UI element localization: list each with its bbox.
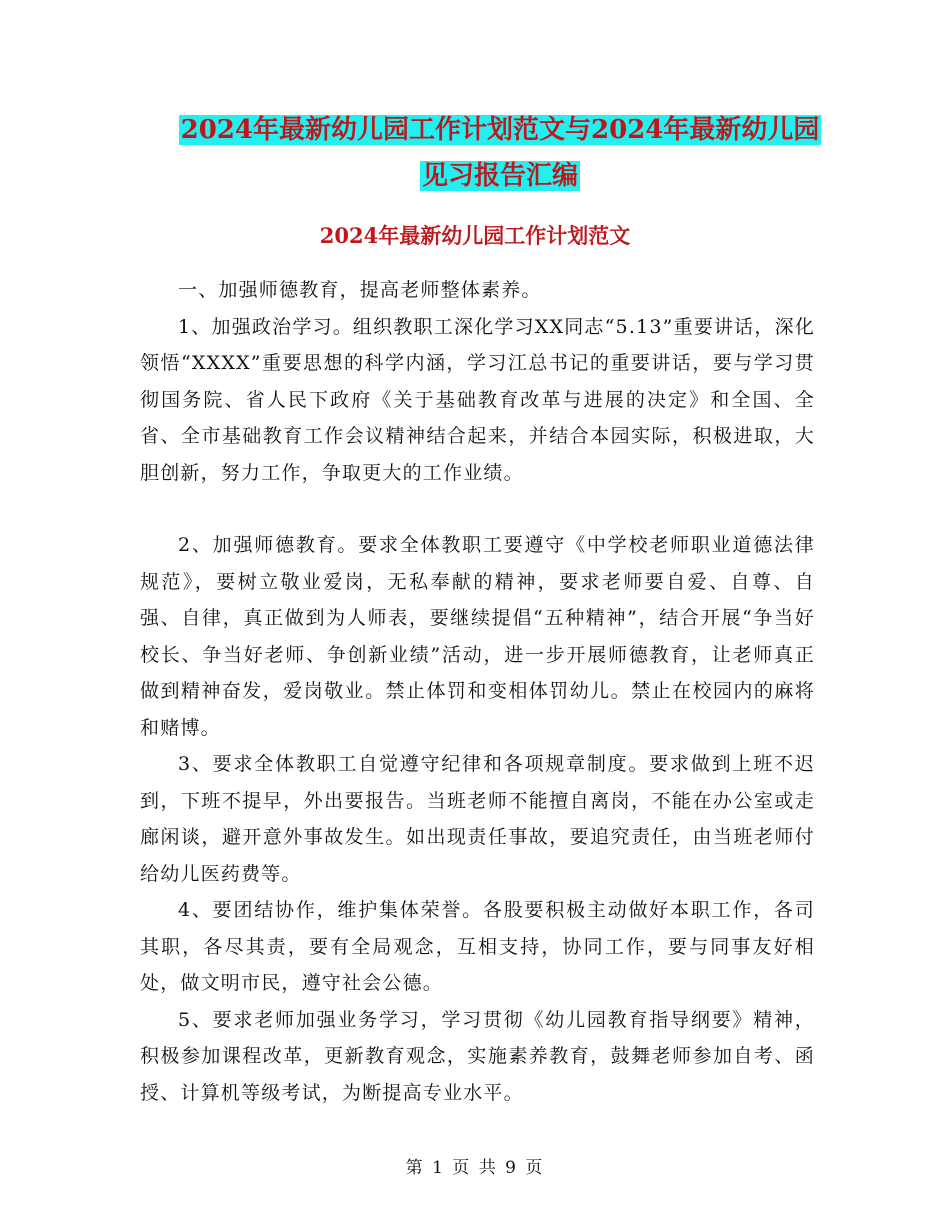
paragraph-4: 3、要求全体教职工自觉遵守纪律和各项规章制度。要求做到上班不迟到，下班不提早，外出要报告。当班老师不能擅自离岗，不能在办公室或走廊闲谈，避开意外事故发生。如出现责任事故，要追究责任，由当班老师付给幼儿医药费等。 — [140, 753, 815, 885]
document-title — [110, 107, 890, 199]
paragraph-6: 5、要求老师加强业务学习，学习贯彻《幼儿园教育指导纲要》精神，积极参加课程改革，更新教育观念，实施素养教育，鼓舞老师参加自考、函授、计算机等级考试，为断提高专业水平。 — [140, 1008, 815, 1104]
paragraph-3: 2、加强师德教育。要求全体教职工要遵守《中学校老师职业道德法律规范》，要树立敬业爱岗，无私奉献的精神，要求老师要自爱、自尊、自强、自律，真正做到为人师表，要继续提倡“五种精神”，结合开展“争当好校长、争当好老师、争创新业绩”活动，进一步开展师德教育，让老师真正做到精神奋发，爱岗敬业。禁止体罚和变相体罚幼儿。禁止在校园内的麻将和赌博。 — [140, 534, 815, 739]
paragraph-2: 1、加强政治学习。组织教职工深化学习XX同志“5.13”重要讲话，深化领悟“XXXX”重要思想的科学内涵，学习江总书记的重要讲话，要与学习贯彻国务院、省人民下政府《关于基础教育改革与进展的决定》和全国、全省、全市基础教育工作会议精神结合起来，并结合本园实际，积极进取，大胆创新，努力工作，争取更大的工作业绩。 — [140, 315, 815, 484]
paragraph-1: 一、加强师德教育，提高老师整体素养。 — [178, 279, 542, 301]
title-line-1: 2024年最新幼儿园工作计划范文与2024年最新幼儿园 — [180, 115, 820, 145]
title-line-2: 见习报告汇编 — [421, 161, 578, 191]
paragraph-5: 4、要团结协作，维护集体荣誉。各股要积极主动做好本职工作，各司其职，各尽其责，要有全局观念，互相支持，协同工作，要与同事友好相处，做文明市民，遵守社会公德。 — [140, 899, 815, 994]
document-body — [140, 272, 815, 1111]
page-footer: 第 1 页 共 9 页 — [405, 1158, 545, 1178]
section-heading: 2024年最新幼儿园工作计划范文 — [319, 223, 631, 248]
